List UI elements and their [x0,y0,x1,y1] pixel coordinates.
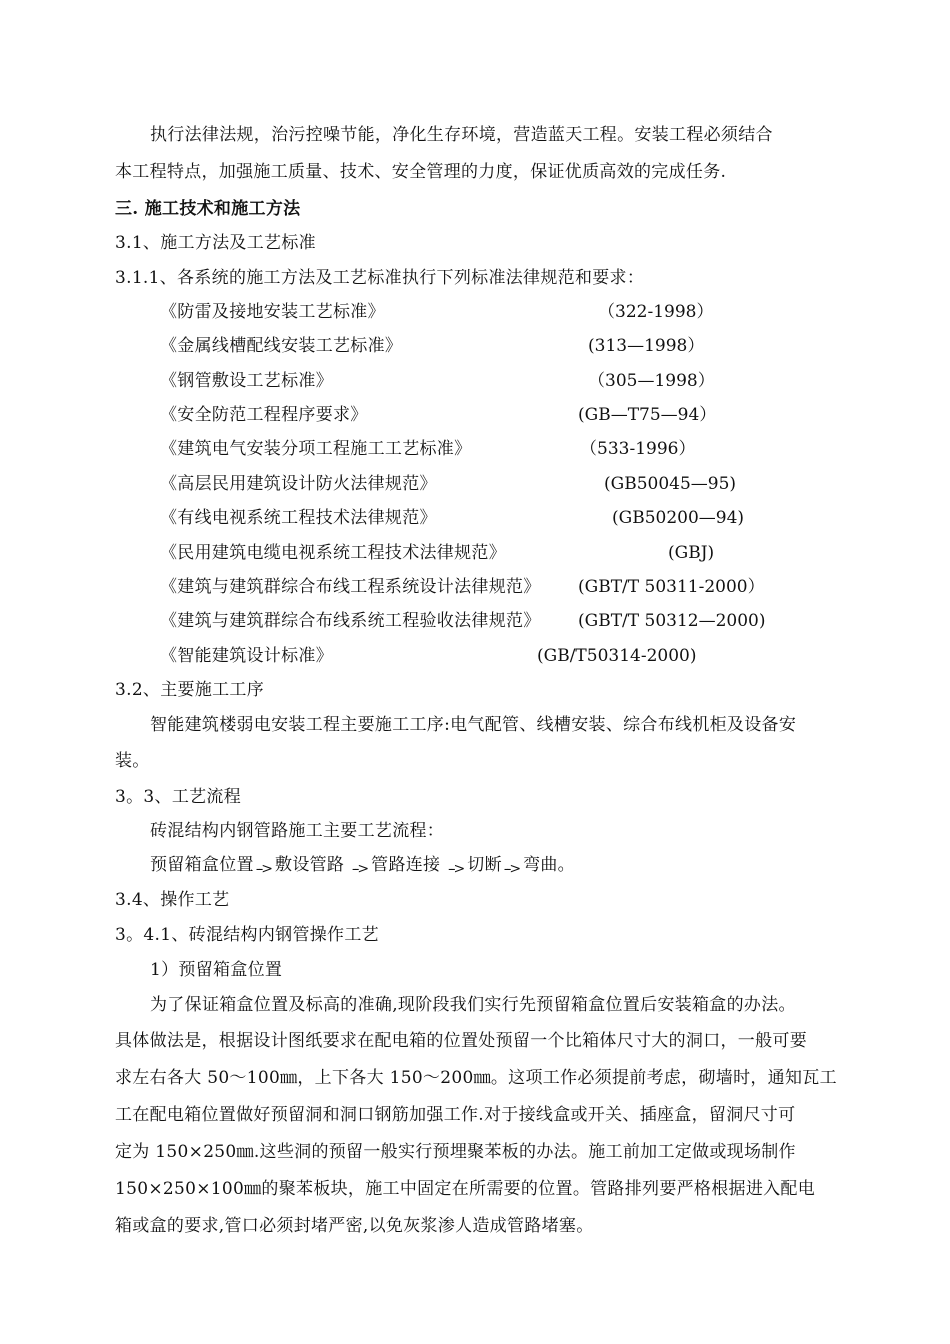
process-flow [150,853,575,881]
paragraph-line: 工在配电箱位置做好预留洞和洞口钢筋加强工作.对于接线盒或开关、插座盒，留洞尺寸可 [115,1105,796,1125]
standard-name: 《钢管敷设工艺标准》 [160,371,333,391]
standard-code: (GB—T75—94） [578,405,717,425]
standard-name: 《建筑与建筑群综合布线系统工程验收法律规范》 [160,611,541,631]
standard-code: (GB/T50314-2000) [537,646,697,666]
standard-code: （305—1998） [588,371,715,391]
section-3-4-1-heading: 3。4.1、砖混结构内钢管操作工艺 [115,925,379,945]
intro-paragraph-line-2: 本工程特点，加强施工质量、技术、安全管理的力度，保证优质高效的完成任务. [115,162,727,182]
standard-name: 《防雷及接地安装工艺标准》 [160,302,385,322]
standard-name: 《有线电视系统工程技术法律规范》 [160,508,437,528]
flow-arrow-icon: --> [503,861,520,877]
section-3-2-text-line-2: 装。 [115,751,150,771]
standard-name: 《建筑与建筑群综合布线工程系统设计法律规范》 [160,577,541,597]
section-3-4-heading: 3.4、操作工艺 [115,890,230,910]
section-3-2-text-line-1: 智能建筑楼弱电安装工程主要施工工序:电气配管、线槽安装、综合布线机柜及设备安 [150,715,797,735]
section-3-3-text: 砖混结构内钢管路施工主要工艺流程： [150,821,445,841]
standard-name: 《智能建筑设计标准》 [160,646,333,666]
paragraph-line: 具体做法是，根据设计图纸要求在配电箱的位置处预留一个比箱体尺寸大的洞口，一般可要 [115,1031,807,1051]
flow-step: 弯曲。 [523,855,575,875]
section-3-3-heading: 3。3、工艺流程 [115,787,242,807]
standard-code: （533-1996） [580,439,696,459]
section-3-1-heading: 3.1、施工方法及工艺标准 [115,233,316,253]
standard-code: (GB50045—95) [604,474,737,494]
paragraph-line: 箱或盒的要求,管口必须封堵严密,以免灰浆渗人造成管路堵塞。 [115,1216,594,1236]
standard-code: （322-1998） [598,302,714,322]
standard-code: (313—1998） [588,336,705,356]
flow-step: 敷设管路 [275,855,345,875]
paragraph-line: 150×250×100㎜的聚苯板块，施工中固定在所需要的位置。管路排列要严格根据进入配电 [115,1179,816,1199]
standard-code: (GBJ) [668,543,715,563]
standard-name: 《高层民用建筑设计防火法律规范》 [160,474,437,494]
section-3-1-1-heading: 3.1.1、各系统的施工方法及工艺标准执行下列标准法律规范和要求： [115,268,645,288]
paragraph-line: 求左右各大 50～100㎜，上下各大 150～200㎜。这项工作必须提前考虑，砌墙时，通知瓦工 [115,1068,837,1088]
section-3-2-heading: 3.2、主要施工工序 [115,680,265,700]
paragraph-line: 为了保证箱盒位置及标高的准确,现阶段我们实行先预留箱盒位置后安装箱盒的办法。 [150,995,796,1015]
standard-name: 《建筑电气安装分项工程施工工艺标准》 [160,439,472,459]
flow-step: 切断 [467,855,502,875]
flow-step: 管路连接 [371,855,441,875]
intro-paragraph-line-1: 执行法律法规，治污控噪节能，净化生存环境，营造蓝天工程。安装工程必须结合 [150,125,773,145]
flow-arrow-icon: --> [255,861,272,877]
standard-name: 《民用建筑电缆电视系统工程技术法律规范》 [160,543,506,563]
flow-step: 预留箱盒位置 [150,855,254,875]
standard-code: (GBT/T 50312—2000) [578,611,766,631]
standard-code: (GB50200—94) [612,508,745,528]
standard-code: (GBT/T 50311-2000） [578,577,765,597]
paragraph-line: 定为 150×250㎜.这些洞的预留一般实行预埋聚苯板的办法。施工前加工定做或现场制作 [115,1142,796,1162]
flow-arrow-icon: --> [351,861,368,877]
standard-name: 《金属线槽配线安装工艺标准》 [160,336,403,356]
standard-name: 《安全防范工程程序要求》 [160,405,368,425]
section-3-heading: 三. 施工技术和施工方法 [115,199,301,219]
item-1-heading: 1）预留箱盒位置 [150,960,283,980]
flow-arrow-icon: --> [448,861,464,877]
